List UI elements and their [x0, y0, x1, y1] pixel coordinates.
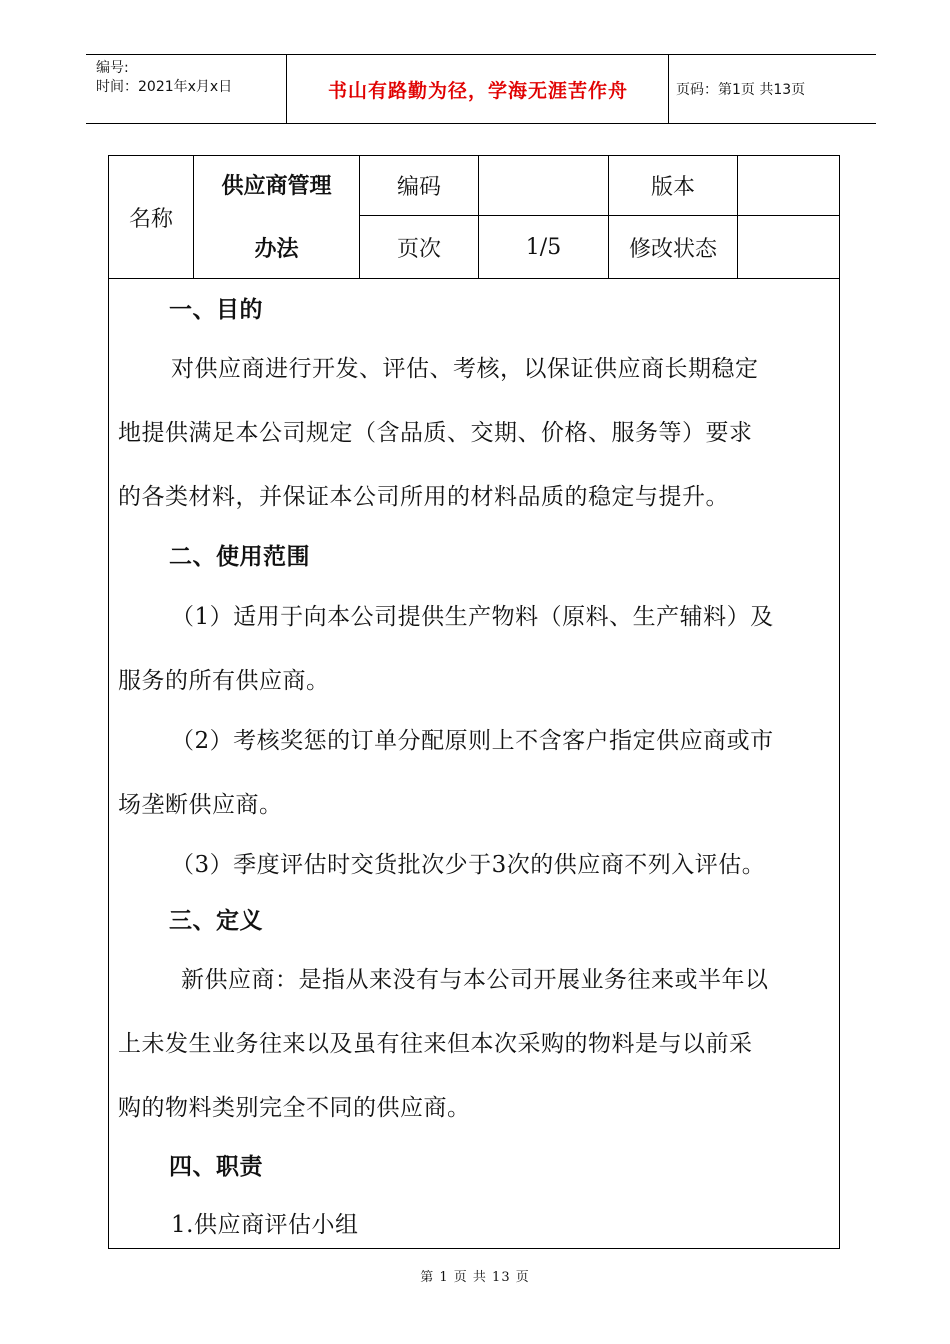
paragraph-line: 新供应商：是指从来没有与本公司开展业务往来或半年以 — [181, 967, 769, 993]
name-value-line2: 办法 — [254, 236, 299, 262]
doc-date-label: 时间：2021年x月x日 — [96, 79, 233, 95]
paragraph-line: 上未发生业务往来以及虽有往来但本次采购的物料是与以前采 — [118, 1031, 753, 1057]
paragraph-line: 场垄断供应商。 — [118, 792, 283, 818]
version-label: 版本 — [650, 175, 695, 200]
section-title: 四、职责 — [169, 1154, 263, 1180]
page-label: 页次 — [396, 236, 441, 262]
header-divider — [668, 55, 669, 123]
code-value — [479, 156, 608, 215]
paragraph-line: 1.供应商评估小组 — [171, 1212, 359, 1238]
paragraph-line: （2）考核奖惩的订单分配原则上不含客户指定供应商或市 — [171, 728, 774, 754]
code-label: 编码 — [396, 175, 441, 200]
page-header — [86, 54, 876, 124]
paragraph-line: 购的物料类别完全不同的供应商。 — [118, 1095, 471, 1121]
paragraph-line: 服务的所有供应商。 — [118, 668, 330, 694]
section-title: 一、目的 — [169, 297, 263, 323]
paragraph-line: 地提供满足本公司规定（含品质、交期、价格、服务等）要求 — [118, 420, 753, 446]
paragraph-line: 的各类材料，并保证本公司所用的材料品质的稳定与提升。 — [118, 484, 729, 510]
version-value — [738, 156, 839, 215]
paragraph-line: （3）季度评估时交货批次少于3次的供应商不列入评估。 — [171, 852, 766, 878]
section-title: 二、使用范围 — [169, 544, 310, 570]
page-value: 1/5 — [525, 234, 562, 260]
doc-number-label: 编号: — [96, 60, 129, 76]
paragraph-line: 对供应商进行开发、评估、考核，以保证供应商长期稳定 — [171, 356, 759, 382]
document-frame — [108, 155, 840, 1249]
header-motto: 书山有路勤为径，学海无涯苦作舟 — [327, 79, 628, 102]
info-table — [109, 156, 839, 279]
revision-value — [738, 216, 839, 278]
header-divider — [286, 55, 287, 123]
header-page-info: 页码：第1页 共13页 — [676, 82, 806, 98]
section-title: 三、定义 — [169, 908, 263, 934]
name-label: 名称 — [128, 206, 173, 232]
paragraph-line: （1）适用于向本公司提供生产物料（原料、生产辅料）及 — [171, 604, 774, 630]
page-footer: 第 1 页 共 13 页 — [420, 1270, 530, 1285]
name-value-line1: 供应商管理 — [221, 173, 332, 199]
revision-label: 修改状态 — [628, 236, 717, 262]
header-meta — [96, 59, 232, 97]
